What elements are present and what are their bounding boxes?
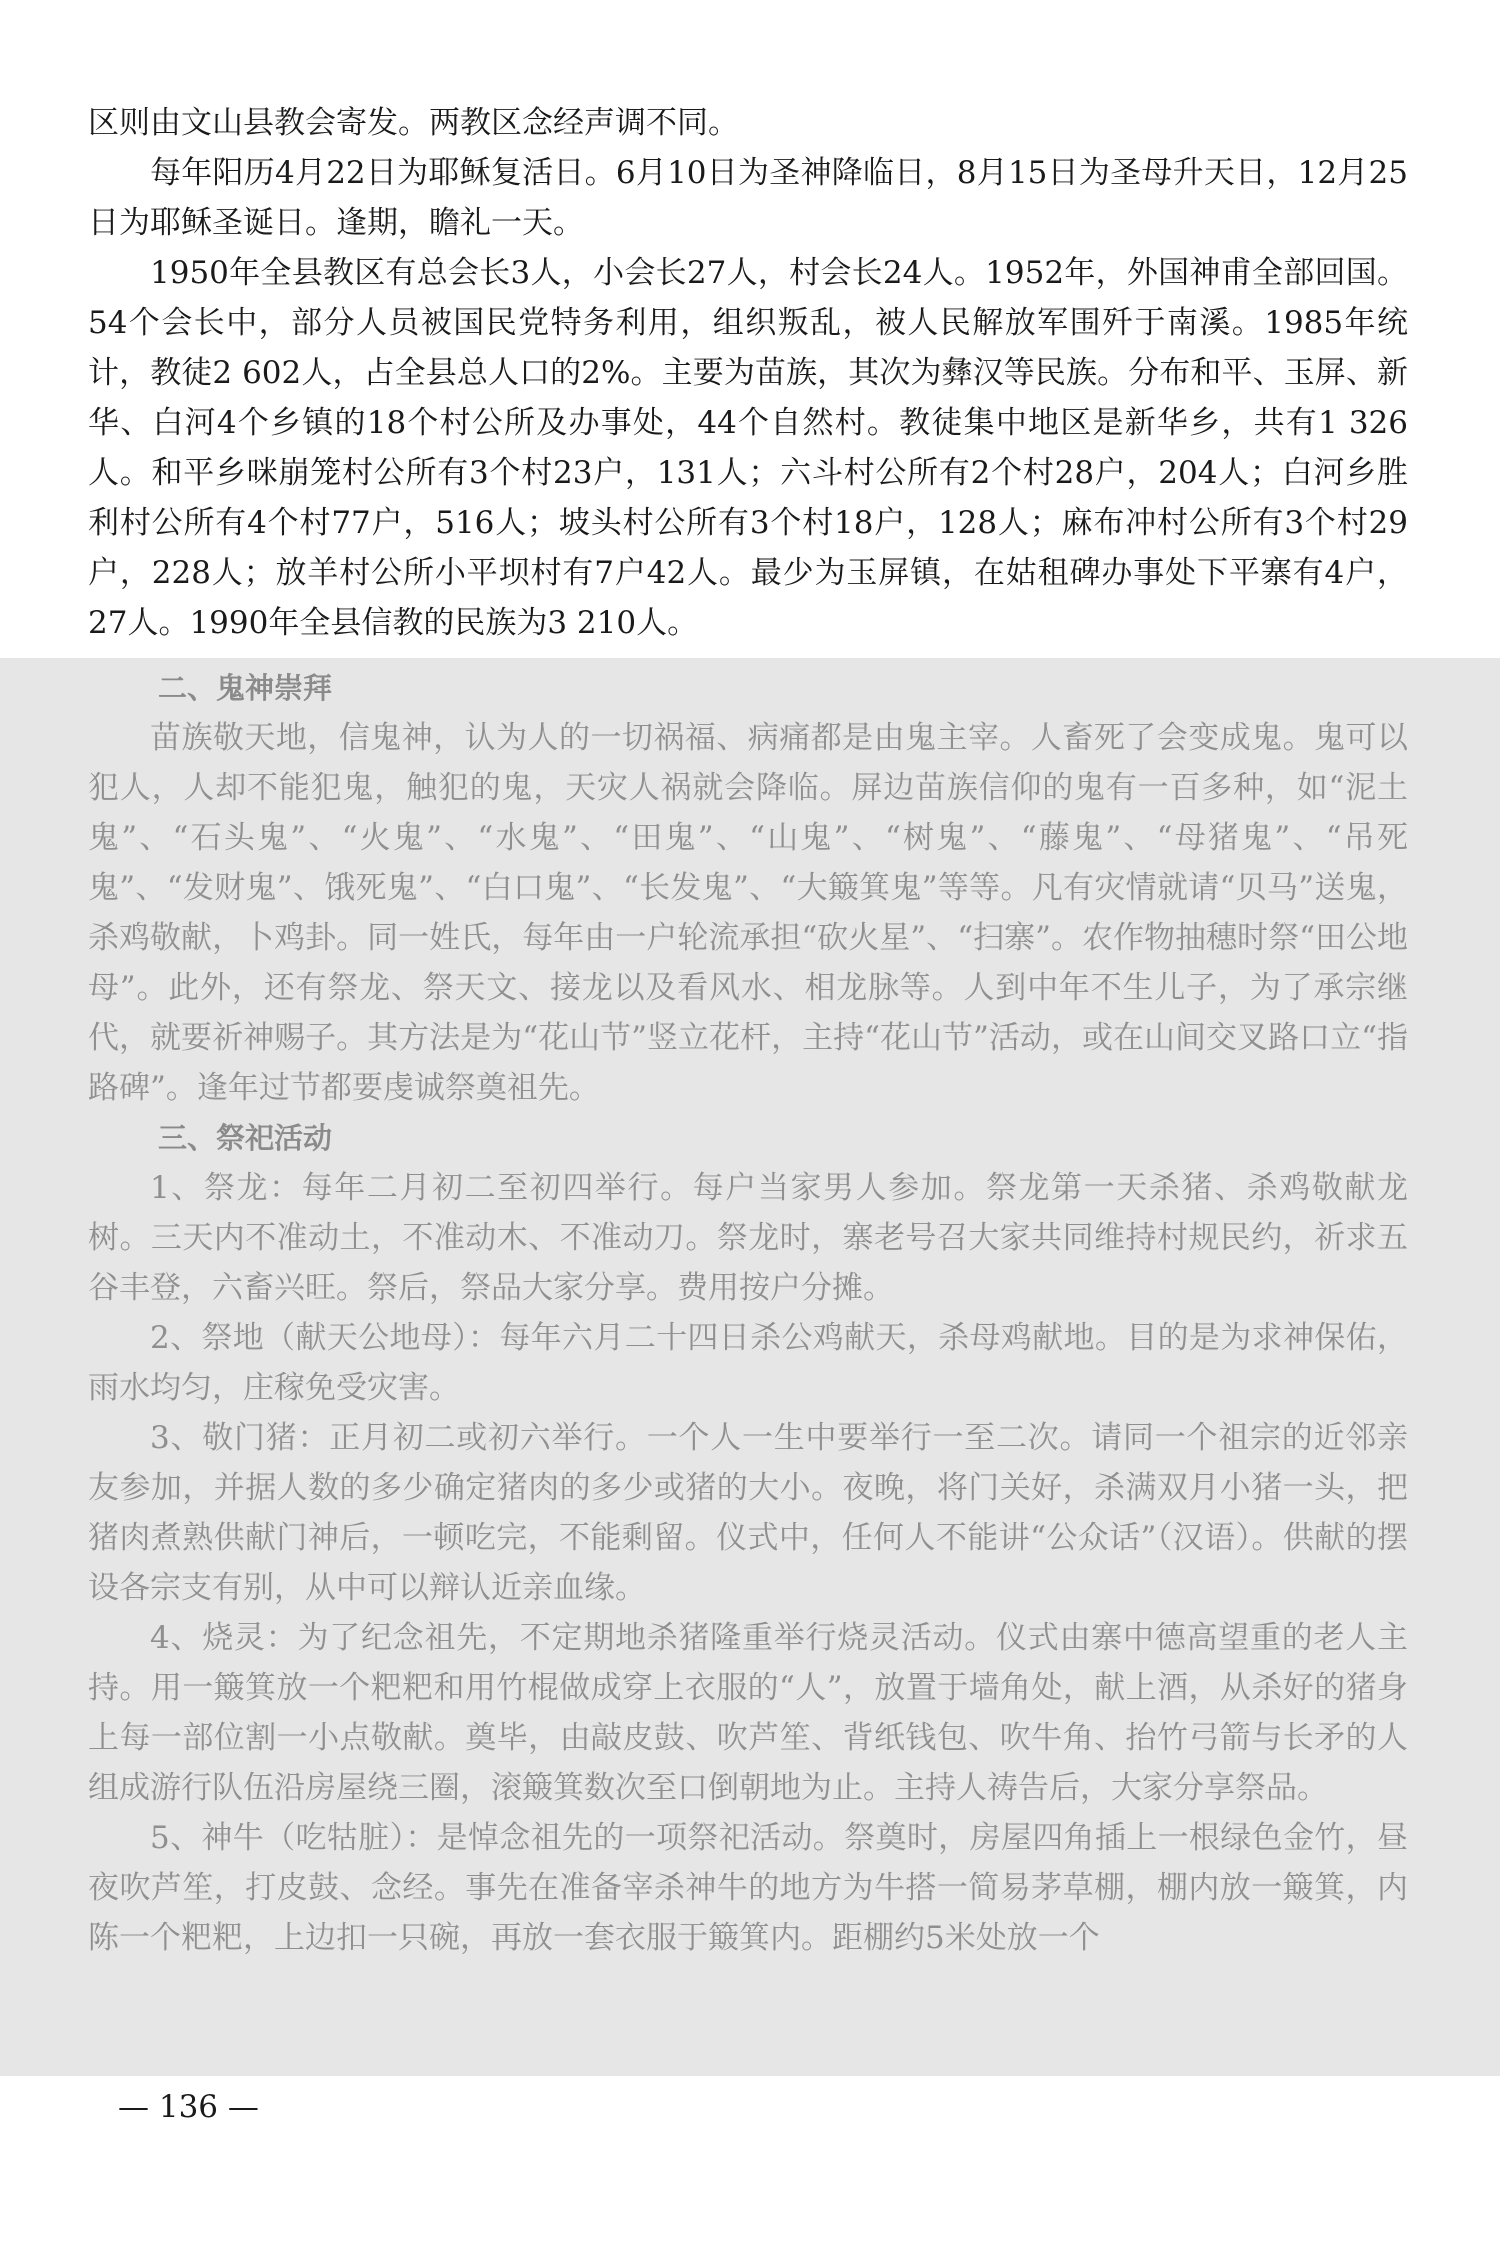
page-number: — 136 — <box>118 2089 259 2125</box>
paragraph: 1950年全县教区有总会长3人，小会长27人，村会长24人。1952年，外国神甫全部回国。54个会长中，部分人员被国民党特务利用，组织叛乱，被人民解放军围歼于南溪。1985年统计，教徒2 602人，占全县总人口的2%。主要为苗族，其次为彝汉等民族。分布和平、玉屏、新华、白河4个乡镇的18个村公所及办事处，44个自然村。教徒集中地区是新华乡，共有1 326人。和平乡咪崩笼村公所有3个村23户，131人；六斗村公所有2个村28户，204人；白河乡胜利村公所有4个村77户，516人；坡头村公所有3个村18户，128人；麻布冲村公所有3个村29户，228人；放羊村公所小平坝村有7户42人。最少为玉屏镇，在姑租碑办事处下平寨有4户，27人。1990年全县信教的民族为3 210人。 <box>88 255 1409 641</box>
paragraph: 1、祭龙：每年二月初二至初四举行。每户当家男人参加。祭龙第一天杀猪、杀鸡敬献龙树。三天内不准动土，不准动木、不准动刀。祭龙时，寨老号召大家共同维持村规民约，祈求五谷丰登，六畜兴旺。祭后，祭品大家分享。费用按户分摊。 <box>88 1170 1408 1306</box>
paragraph: 苗族敬天地，信鬼神，认为人的一切祸福、病痛都是由鬼主宰。人畜死了会变成鬼。鬼可以犯人，人却不能犯鬼，触犯的鬼，天灾人祸就会降临。屏边苗族信仰的鬼有一百多种，如“泥土鬼”、“石头鬼”、“火鬼”、“水鬼”、“田鬼”、“山鬼”、“树鬼”、“藤鬼”、“母猪鬼”、“吊死鬼”、“发财鬼”、饿死鬼”、“白口鬼”、“长发鬼”、“大簸箕鬼”等等。凡有灾情就请“贝马”送鬼，杀鸡敬献，卜鸡卦。同一姓氏，每年由一户轮流承担“砍火星”、“扫寨”。农作物抽穗时祭“田公地母”。此外，还有祭龙、祭天文、接龙以及看风水、相龙脉等。人到中年不生儿子，为了承宗继代，就要祈神赐子。其方法是为“花山节”竖立花杆，主持“花山节”活动，或在山间交叉路口立“指路碑”。逢年过节都要虔诚祭奠祖先。 <box>88 720 1408 1106</box>
section-heading: 二、鬼神崇拜 <box>158 671 333 705</box>
paragraph: 2、祭地（献天公地母）：每年六月二十四日杀公鸡献天，杀母鸡献地。目的是为求神保佑，雨水均匀，庄稼免受灾害。 <box>88 1320 1408 1406</box>
paragraph: 4、烧灵：为了纪念祖先，不定期地杀猪隆重举行烧灵活动。仪式由寨中德高望重的老人主持。用一簸箕放一个粑粑和用竹棍做成穿上衣服的“人”，放置于墙角处，献上酒，从杀好的猪身上每一部位割一小点敬献。奠毕，由敲皮鼓、吹芦笙、背纸钱包、吹牛角、抬竹弓箭与长矛的人组成游行队伍沿房屋绕三圈，滚簸箕数次至口倒朝地为止。主持人祷告后，大家分享祭品。 <box>88 1620 1408 1806</box>
paragraph: 区则由文山县教会寄发。两教区念经声调不同。 <box>88 105 739 141</box>
paragraph: 3、敬门猪：正月初二或初六举行。一个人一生中要举行一至二次。请同一个祖宗的近邻亲友参加，并据人数的多少确定猪肉的多少或猪的大小。夜晚，将门关好，杀满双月小猪一头，把猪肉煮熟供献门神后，一顿吃完，不能剩留。仪式中，任何人不能讲“公众话”（汉语）。供献的摆设各宗支有别，从中可以辩认近亲血缘。 <box>88 1420 1408 1606</box>
section-heading: 三、祭祀活动 <box>158 1121 333 1155</box>
paragraph: 5、神牛（吃牯脏）：是悼念祖先的一项祭祀活动。祭奠时，房屋四角插上一根绿色金竹，昼夜吹芦笙，打皮鼓、念经。事先在准备宰杀神牛的地方为牛搭一简易茅草棚，棚内放一簸箕，内陈一个粑粑，上边扣一只碗，再放一套衣服于簸箕内。距棚约5米处放一个 <box>88 1820 1408 1956</box>
shaded-text-block <box>88 663 1408 1963</box>
paragraph: 每年阳历4月22日为耶稣复活日。6月10日为圣神降临日，8月15日为圣母升天日，12月25日为耶稣圣诞日。逢期，瞻礼一天。 <box>88 155 1408 241</box>
top-text-block <box>88 98 1408 648</box>
